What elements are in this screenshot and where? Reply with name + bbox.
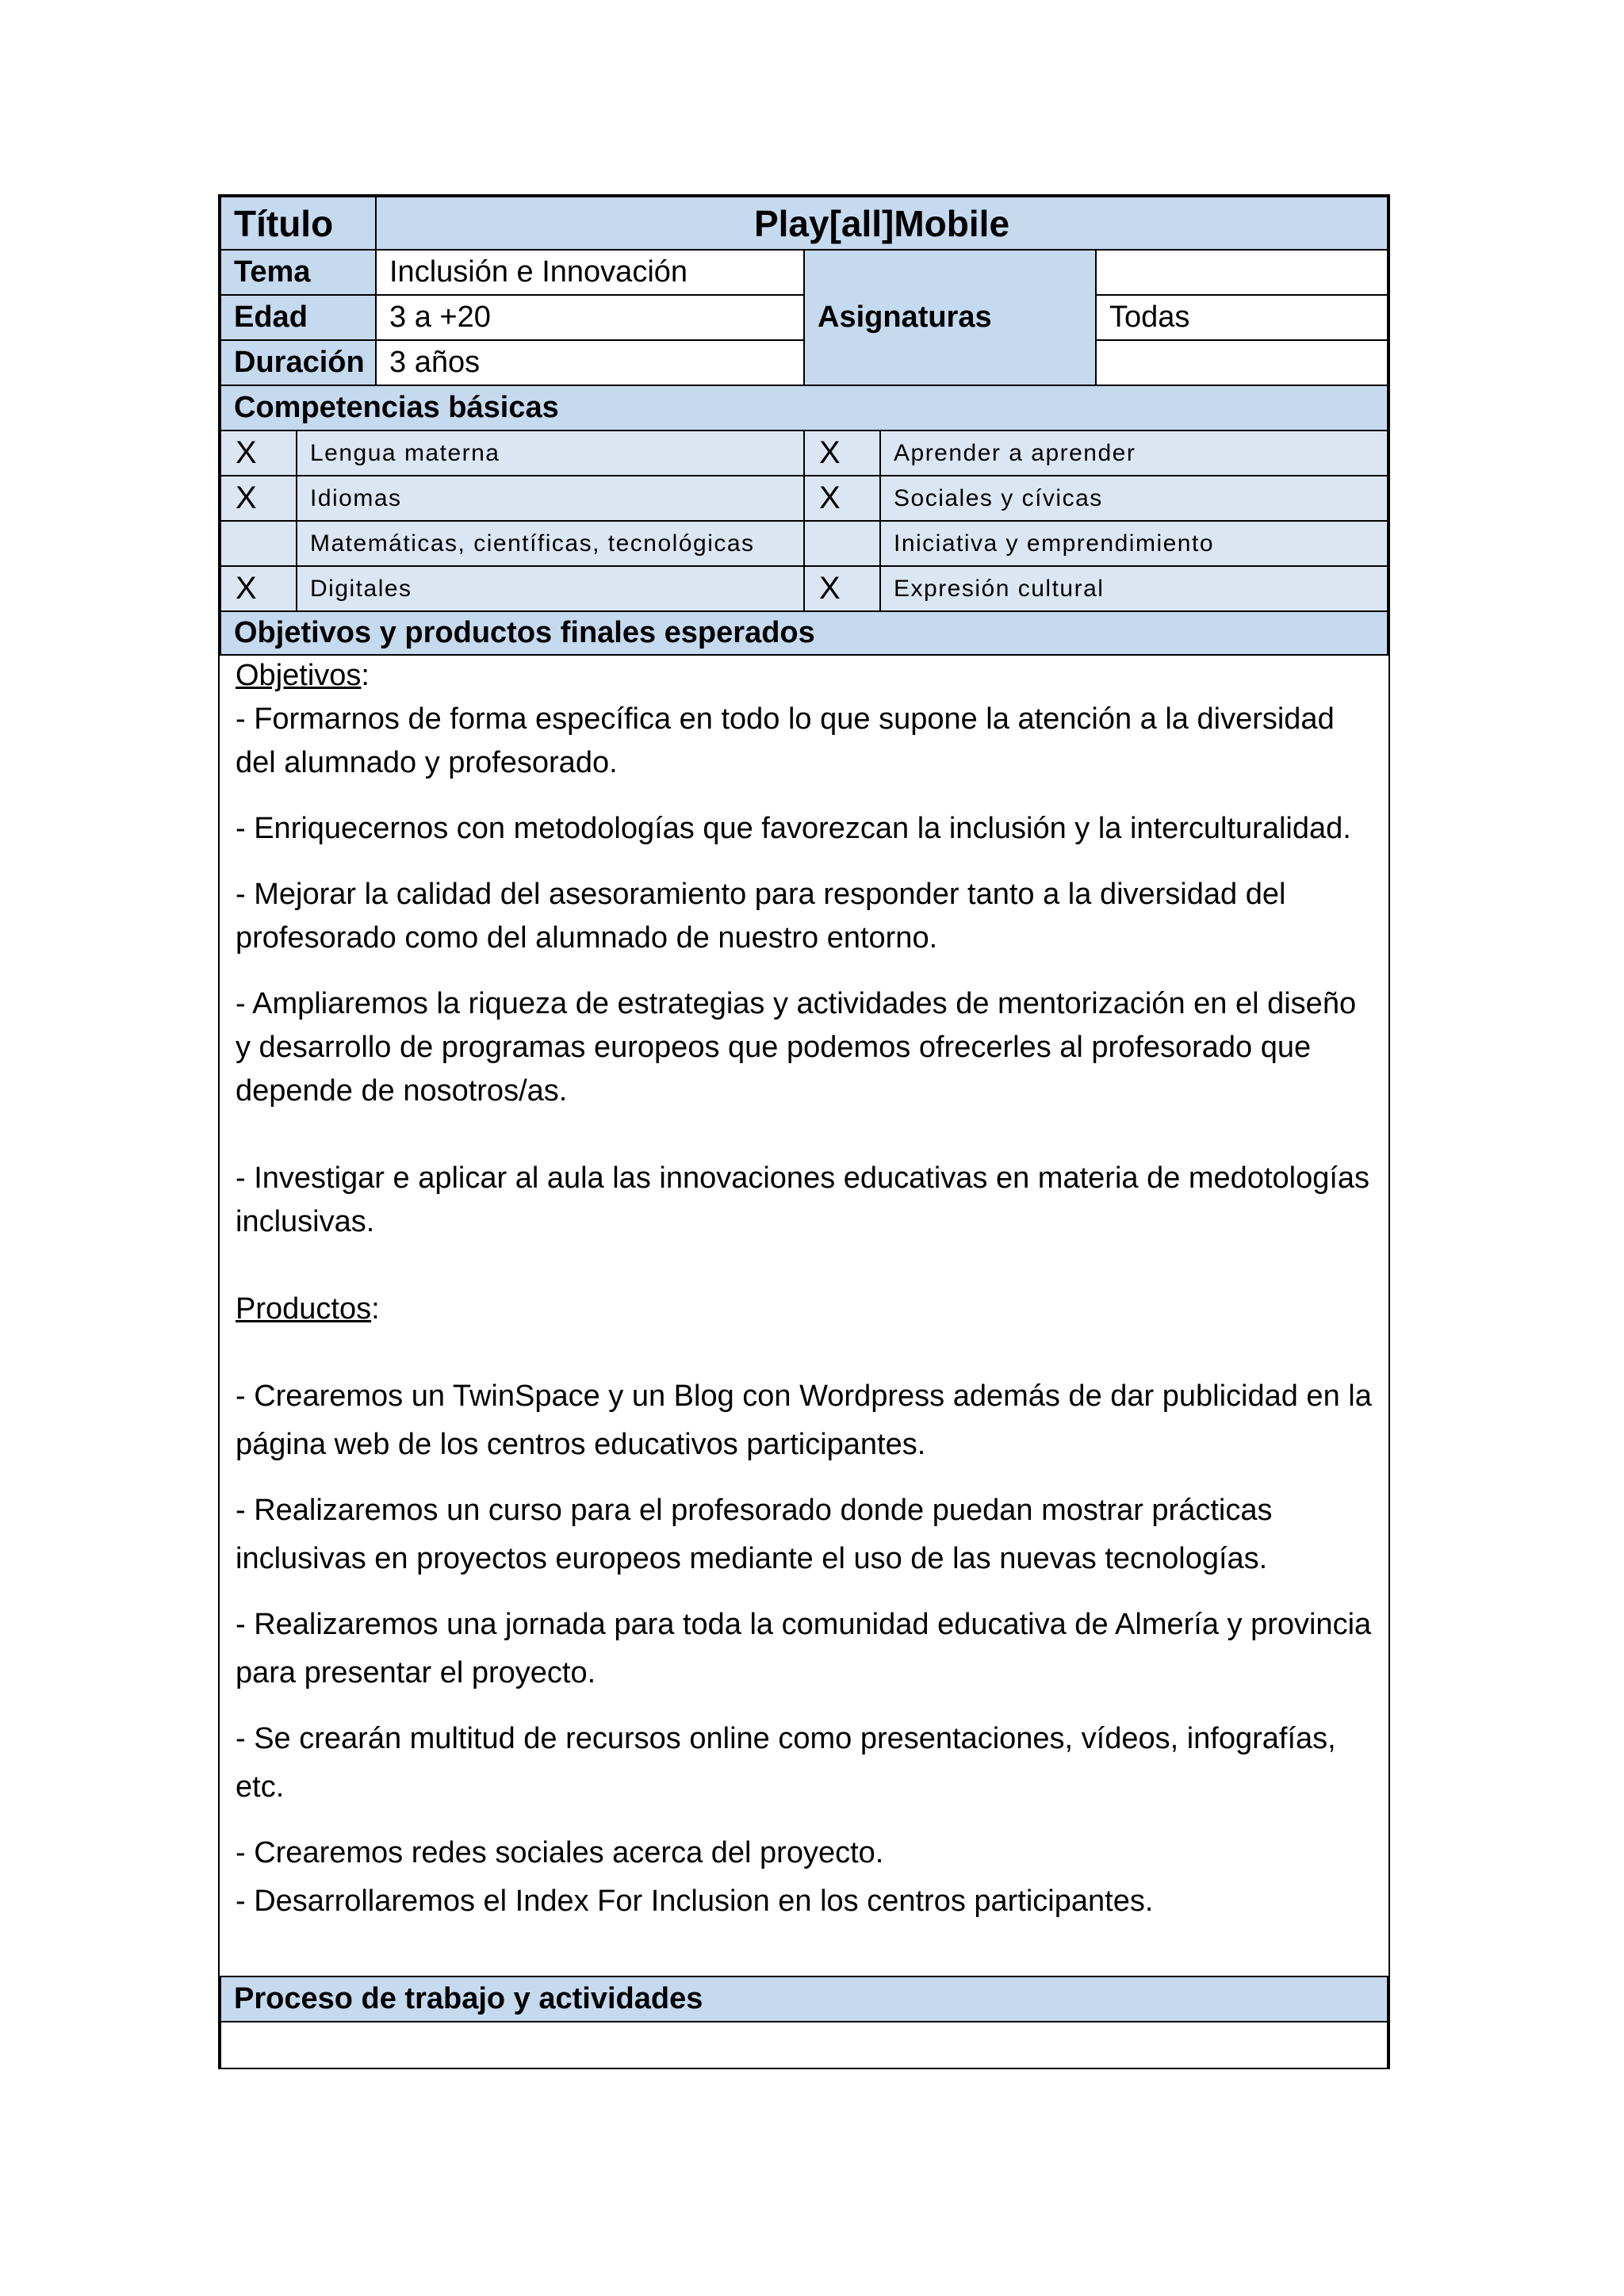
competencia-mark: X (803, 475, 881, 522)
edad-value: 3 a +20 (375, 294, 805, 341)
producto-line: para presentar el proyecto. (236, 1656, 596, 1689)
competencia-label: Idiomas (296, 475, 805, 522)
producto-line: - Crearemos un TwinSpace y un Blog con Wordpress además de dar publicidad en la (236, 1380, 1372, 1413)
objetivo-line: depende de nosotros/as. (236, 1074, 568, 1108)
objetivo-line: - Ampliaremos la riqueza de estrategias y actividades de mentorización en el diseño (236, 987, 1357, 1020)
objetivos-heading: Objetivos y productos finales esperados (220, 610, 1388, 656)
producto-line: - Crearemos redes sociales acerca del proyecto. (236, 1836, 884, 1869)
producto-line: - Realizaremos un curso para el profesorado donde puedan mostrar prácticas (236, 1494, 1273, 1527)
competencia-mark: X (220, 475, 297, 522)
tema-value: Inclusión e Innovación (375, 249, 805, 296)
competencia-label: Aprender a aprender (879, 430, 1388, 476)
competencia-mark: X (220, 565, 297, 612)
objetivo-line: - Investigar e aplicar al aula las innovaciones educativas en materia de medotologías (236, 1161, 1370, 1195)
competencia-mark: X (803, 565, 881, 612)
objetivo-line: inclusivas. (236, 1205, 375, 1238)
title-label: Título (220, 196, 377, 251)
competencias-heading: Competencias básicas (220, 385, 1388, 431)
objetivo-line: del alumnado y profesorado. (236, 746, 618, 779)
producto-line: inclusivas en proyectos europeos mediante el uso de las nuevas tecnologías. (236, 1542, 1268, 1575)
competencia-label: Expresión cultural (879, 565, 1388, 612)
competencia-mark: X (220, 430, 297, 476)
productos-label: Productos (236, 1292, 372, 1326)
asignaturas-empty-cell (1095, 249, 1388, 296)
edad-label: Edad (220, 294, 377, 341)
project-sheet-table (218, 194, 1390, 2069)
asignaturas-value: Todas (1095, 294, 1388, 341)
tema-label: Tema (220, 249, 377, 296)
producto-line: - Desarrollaremos el Index For Inclusion en los centros participantes. (236, 1885, 1154, 1918)
competencia-mark: X (803, 430, 881, 476)
objetivo-line: - Enriquecernos con metodologías que favorezcan la inclusión y la interculturalidad. (236, 812, 1351, 845)
competencia-mark (803, 520, 881, 567)
asignaturas-empty-cell (1095, 339, 1388, 386)
producto-line: - Realizaremos una jornada para toda la comunidad educativa de Almería y provincia (236, 1608, 1372, 1641)
proceso-heading: Proceso de trabajo y actividades (220, 1976, 1388, 2022)
producto-line: - Se crearán multitud de recursos online como presentaciones, vídeos, infografías, (236, 1722, 1336, 1755)
objetivo-line: - Mejorar la calidad del asesoramiento para responder tanto a la diversidad del (236, 878, 1286, 911)
proceso-empty-row (220, 2021, 1388, 2068)
objetivo-line: - Formarnos de forma específica en todo lo que supone la atención a la diversidad (236, 702, 1335, 736)
objetivos-label-line: Objetivos: (236, 659, 370, 692)
productos-label-line: Productos: (236, 1292, 380, 1326)
objetivos-label: Objetivos (236, 659, 362, 692)
duracion-label: Duración (220, 339, 377, 386)
project-title: Play[all]Mobile (375, 196, 1388, 251)
asignaturas-label: Asignaturas (803, 249, 1097, 386)
competencia-label: Iniciativa y emprendimiento (879, 520, 1388, 567)
competencia-label: Digitales (296, 565, 805, 612)
objetivos-body (220, 654, 1388, 1977)
producto-line: página web de los centros educativos participantes. (236, 1428, 926, 1461)
competencia-label: Sociales y cívicas (879, 475, 1388, 522)
objetivo-line: profesorado como del alumnado de nuestro entorno. (236, 921, 938, 955)
duracion-value: 3 años (375, 339, 805, 386)
competencia-label: Lengua materna (296, 430, 805, 476)
objetivo-line: y desarrollo de programas europeos que podemos ofrecerles al profesorado que (236, 1031, 1312, 1064)
competencia-label: Matemáticas, científicas, tecnológicas (296, 520, 805, 567)
producto-line: etc. (236, 1770, 285, 1804)
competencia-mark (220, 520, 297, 567)
